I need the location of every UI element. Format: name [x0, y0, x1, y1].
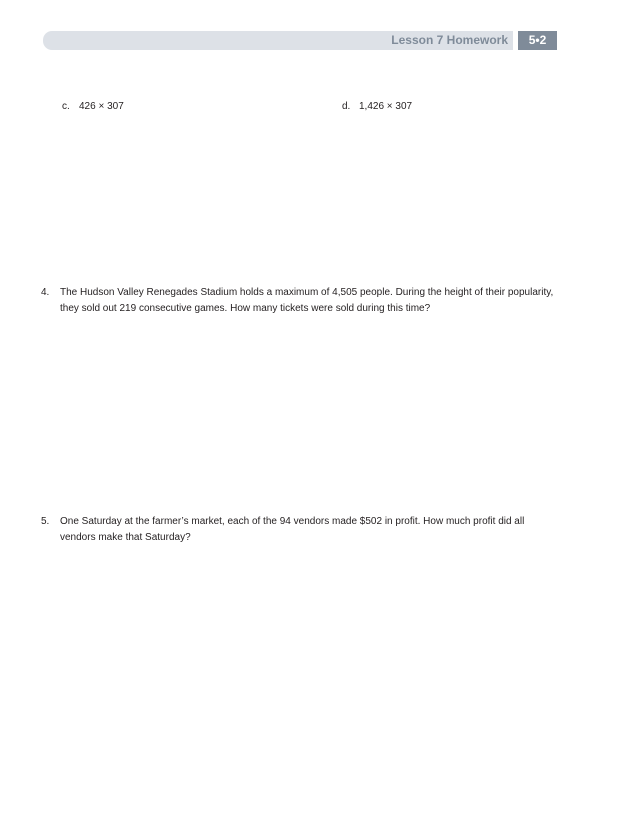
part-c [62, 100, 124, 113]
problem-4 [41, 285, 561, 317]
module-badge: 5•2 [518, 31, 557, 50]
problem-4-text: The Hudson Valley Renegades Stadium holds a maximum of 4,505 people. During the height of their popularity, they sold out 219 consecutive games. How many tickets were sold during this time? [60, 287, 554, 314]
part-d [342, 100, 412, 113]
problem-5-number: 5. [41, 516, 50, 527]
problem-5-text: One Saturday at the farmer’s market, each of the 94 vendors made $502 in profit. How much profit did all vendors make that Saturday? [60, 516, 525, 543]
lesson-title: Lesson 7 Homework [391, 33, 508, 47]
part-d-letter: d. [342, 101, 351, 112]
problem-4-number: 4. [41, 287, 50, 298]
problem-5 [41, 514, 561, 546]
part-c-letter: c. [62, 101, 70, 112]
header-bar [43, 31, 513, 50]
part-c-expression: 426 × 307 [79, 101, 124, 112]
part-d-expression: 1,426 × 307 [359, 101, 413, 112]
